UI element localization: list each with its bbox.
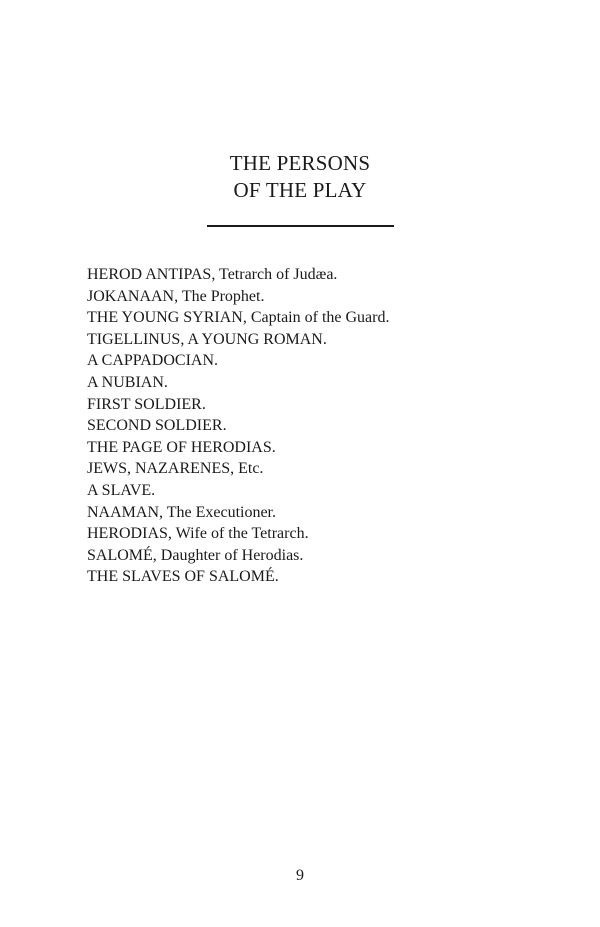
title-divider xyxy=(207,225,394,227)
cast-item: THE PAGE OF HERODIAS. xyxy=(87,438,276,456)
page-number: 9 xyxy=(296,867,304,884)
cast-item: JEWS, NAZARENES, Etc. xyxy=(87,460,264,478)
cast-item: HERODIAS, Wife of the Tetrarch. xyxy=(87,525,309,543)
title-line-1: THE PERSONS xyxy=(229,151,371,175)
cast-item: THE SLAVES OF SALOMÉ. xyxy=(87,568,279,586)
cast-item: SALOMÉ, Daughter of Herodias. xyxy=(87,546,304,564)
cast-item: A NUBIAN. xyxy=(87,373,168,391)
cast-item: A CAPPADOCIAN. xyxy=(87,352,218,370)
cast-list xyxy=(87,264,389,588)
cast-item: HEROD ANTIPAS, Tetrarch of Judæa. xyxy=(87,266,338,283)
title-line-2: OF THE PLAY xyxy=(233,178,367,202)
cast-item: JOKANAAN, The Prophet. xyxy=(87,287,265,305)
cast-item: A SLAVE. xyxy=(87,481,156,499)
page-title xyxy=(0,150,600,204)
cast-item: NAAMAN, The Executioner. xyxy=(87,503,276,521)
cast-item: TIGELLINUS, A YOUNG ROMAN. xyxy=(87,330,327,348)
cast-item: SECOND SOLDIER. xyxy=(87,417,227,435)
cast-item: THE YOUNG SYRIAN, Captain of the Guard. xyxy=(87,309,390,327)
cast-item: FIRST SOLDIER. xyxy=(87,395,206,413)
